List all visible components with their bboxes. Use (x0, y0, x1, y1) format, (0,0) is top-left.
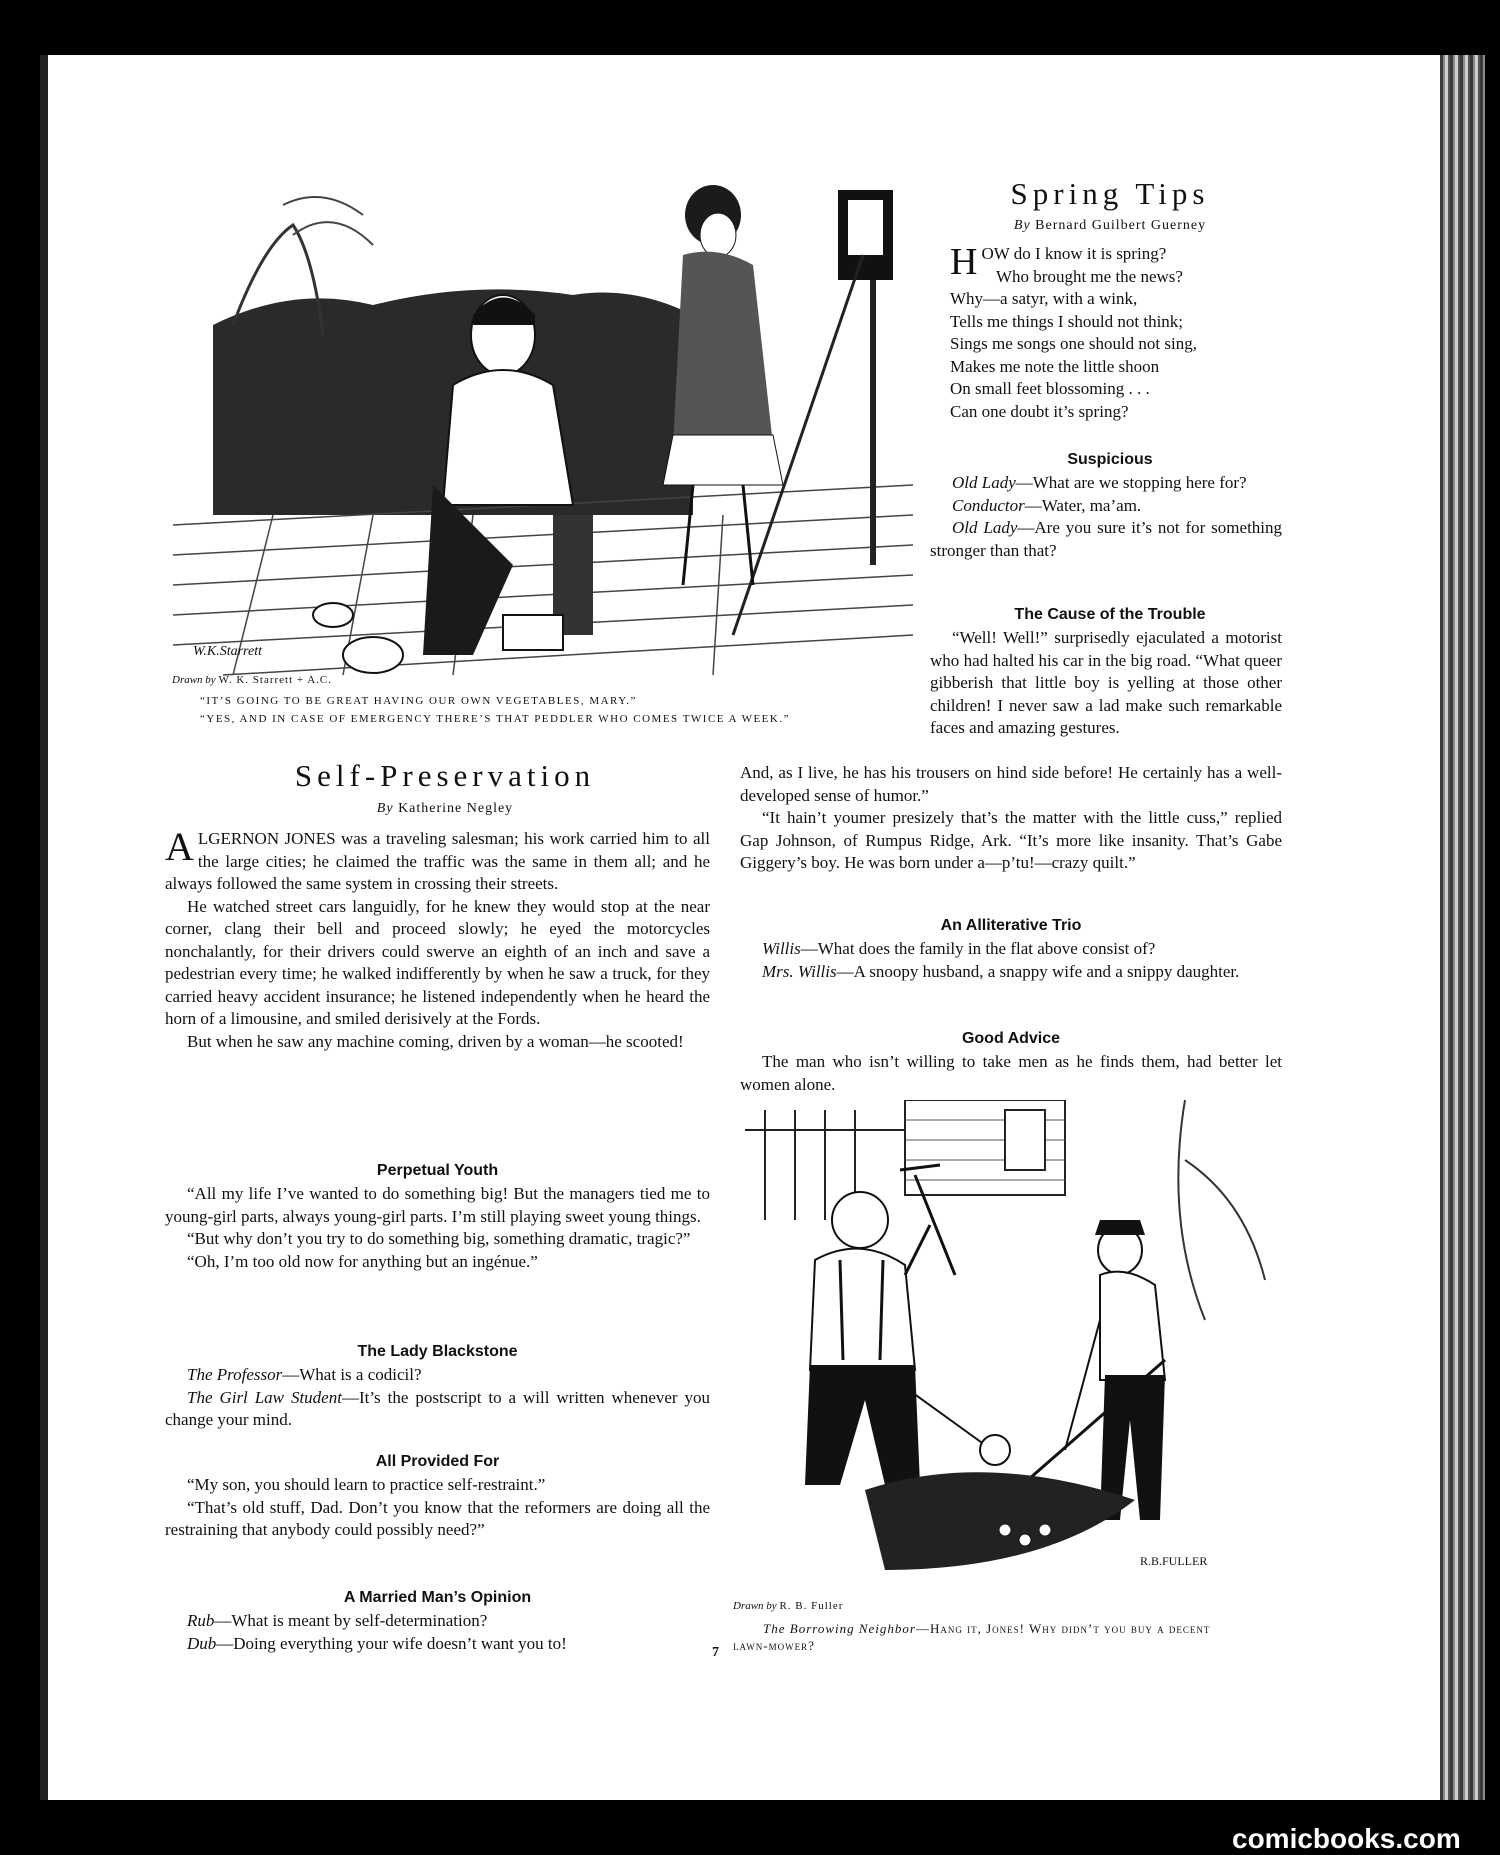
self-preservation-dropcap: A (165, 824, 194, 869)
married-man-line1: —What is meant by self-determination? (214, 1611, 488, 1630)
speaker-dub: Dub (187, 1633, 217, 1653)
poem-line: Can one doubt it’s spring? (950, 401, 1129, 421)
all-provided-heading: All Provided For (375, 1453, 500, 1470)
alliterative-line2: —A snoopy husband, a snappy wife and a snippy daughter. (836, 961, 1240, 981)
speaker-conductor: Conductor (952, 495, 1025, 515)
cause-paragraph-2: And, as I live, he has his trousers on hind side before! He certainly has a well-developed sense of humor.” (740, 763, 1282, 805)
good-advice-text: The man who isn’t willing to take men as he finds them, had better let women alone. (740, 1052, 1282, 1094)
lady-blackstone-heading: The Lady Blackstone (357, 1343, 518, 1360)
speaker-willis: Willis (762, 939, 801, 958)
perpetual-youth-heading: Perpetual Youth (376, 1162, 499, 1179)
self-preservation-by: By (376, 801, 394, 816)
site-watermark: comicbooks.com (1232, 1823, 1461, 1854)
perpetual-youth-p3: “Oh, I’m too old now for anything but an ingénue.” (187, 1251, 538, 1271)
poem-line: Sings me songs one should not sing, (950, 334, 1197, 353)
cause-paragraph-3: “It hain’t youmer presizely that’s the matter with the little cuss,” replied Gap Johnson, of Rumpus Ridge, Ark. “It’s more like insanity. That’s Gabe Giggery’s boy. He was born under a—p’tu!—crazy quilt.” (740, 808, 1282, 872)
cause-paragraph-1: “Well! Well!” surprisedly ejaculated a motorist who had halted his car in the big road. “What queer gibberish that little boy is yelling at those other children! I never saw a lad make such remarkable faces and amazing gestures. (930, 628, 1282, 737)
spring-tips-poem (950, 243, 1290, 423)
top-caption-line2: “YES, AND IN CASE OF EMERGENCY THERE’S THAT PEDDLER WHO COMES TWICE A WEEK.” (200, 713, 790, 725)
self-preservation-title: Self-Preservation (294, 758, 596, 793)
speaker-mrs-willis: Mrs. Willis (762, 961, 837, 981)
poem-line: Who brought me the news? (996, 266, 1183, 286)
top-credit-name: W. K. Starrett + A.C. (218, 674, 333, 686)
speaker-rub: Rub (187, 1611, 215, 1630)
married-man-heading: A Married Man’s Opinion (343, 1589, 532, 1606)
poem-line: Makes me note the little shoon (950, 356, 1160, 376)
suspicious-line2: —Water, ma’am. (1024, 495, 1142, 515)
lady-blackstone-line1: —What is a codicil? (282, 1365, 422, 1384)
top-credit-prefix: Drawn by (172, 674, 216, 686)
alliterative-line1: —What does the family in the flat above consist of? (800, 939, 1156, 958)
poem-line: On small feet blossoming . . . (950, 379, 1150, 398)
speaker-old-lady-2: Old Lady (952, 518, 1018, 537)
bottom-illustration (745, 1100, 1280, 1595)
bottom-credit-prefix: Drawn by (733, 1600, 777, 1612)
svg-text:R.B.FULLER: R.B.FULLER (1140, 1554, 1208, 1568)
self-preservation-author: Katherine Negley (398, 801, 514, 816)
all-provided-p2: “That’s old stuff, Dad. Don’t you know that the reformers are doing all the restraining that anybody could possibly need?” (165, 1497, 710, 1539)
suspicious-line1: —What are we stopping here for? (1015, 473, 1247, 492)
spring-tips-first-line: OW do I know it is spring? (981, 244, 1167, 263)
page-number: 7 (712, 1645, 719, 1660)
spring-tips-dropcap: H (950, 241, 978, 283)
speaker-law-student: The Girl Law Student (187, 1387, 342, 1407)
cause-heading: The Cause of the Trouble (1014, 606, 1206, 623)
poem-line: Why—a satyr, with a wink, (950, 289, 1138, 308)
top-caption-line1: “IT’S GOING TO BE GREAT HAVING OUR OWN VEGETABLES, MARY.” (200, 695, 637, 707)
self-preservation-p1: LGERNON JONES was a traveling salesman; his work carried him to all the large cities; he claimed the traffic was the same in them all; and he always followed the same system in crossing their streets. (165, 829, 710, 893)
self-preservation-p2: He watched street cars languidly, for he knew they would stop at the near corner, clang their bell and proceed slowly; he eyed the motorcycles nonchalantly, for their drivers could swerve an eighth of an inch and save a pedestrian every time; he walked indifferently by when he saw a truck, for they carried heavy accident insurance; he listened independently when he heard the horn of a limousine, and smiled derisively at the Fords. (165, 896, 710, 1028)
lady-blackstone-line2: —It’s the postscript to a will written whenever you change your mind. (165, 1387, 711, 1429)
speaker-professor: The Professor (187, 1365, 283, 1384)
bottom-credit-name: R. B. Fuller (779, 1600, 844, 1612)
all-provided-p1: “My son, you should learn to practice self-restraint.” (187, 1475, 546, 1494)
suspicious-line3: —Are you sure it’s not for something stronger than that? (930, 518, 1283, 560)
poem-line: Tells me things I should not think; (950, 311, 1184, 331)
married-man-line2: —Doing everything your wife doesn’t want you to! (216, 1633, 567, 1653)
self-preservation-p3: But when he saw any machine coming, driven by a woman—he scooted! (187, 1031, 684, 1051)
spring-tips-author: Bernard Guilbert Guerney (1035, 218, 1207, 233)
top-illustration (173, 185, 913, 680)
suspicious-heading: Suspicious (1067, 451, 1153, 468)
spring-tips-title: Spring Tips (1010, 176, 1210, 211)
speaker-old-lady: Old Lady (952, 473, 1016, 492)
perpetual-youth-p1: “All my life I’ve wanted to do something big! But the managers tied me to young-girl parts, always young-girl parts. I’m still playing sweet young things. (165, 1184, 710, 1226)
bottom-caption-text: —Hang it, Jones! Why didn’t you buy a decent lawn-mower? (733, 1621, 1211, 1653)
bottom-caption-speaker: The Borrowing Neighbor (763, 1621, 916, 1636)
page-spine (40, 55, 48, 1800)
spring-tips-by: By (1013, 218, 1031, 233)
book-edge (1440, 55, 1485, 1800)
svg-text:W.K.Starrett: W.K.Starrett (193, 644, 262, 659)
perpetual-youth-p2: “But why don’t you try to do something big, something dramatic, tragic?” (187, 1229, 691, 1248)
good-advice-heading: Good Advice (961, 1030, 1061, 1047)
alliterative-heading: An Alliterative Trio (940, 917, 1082, 934)
